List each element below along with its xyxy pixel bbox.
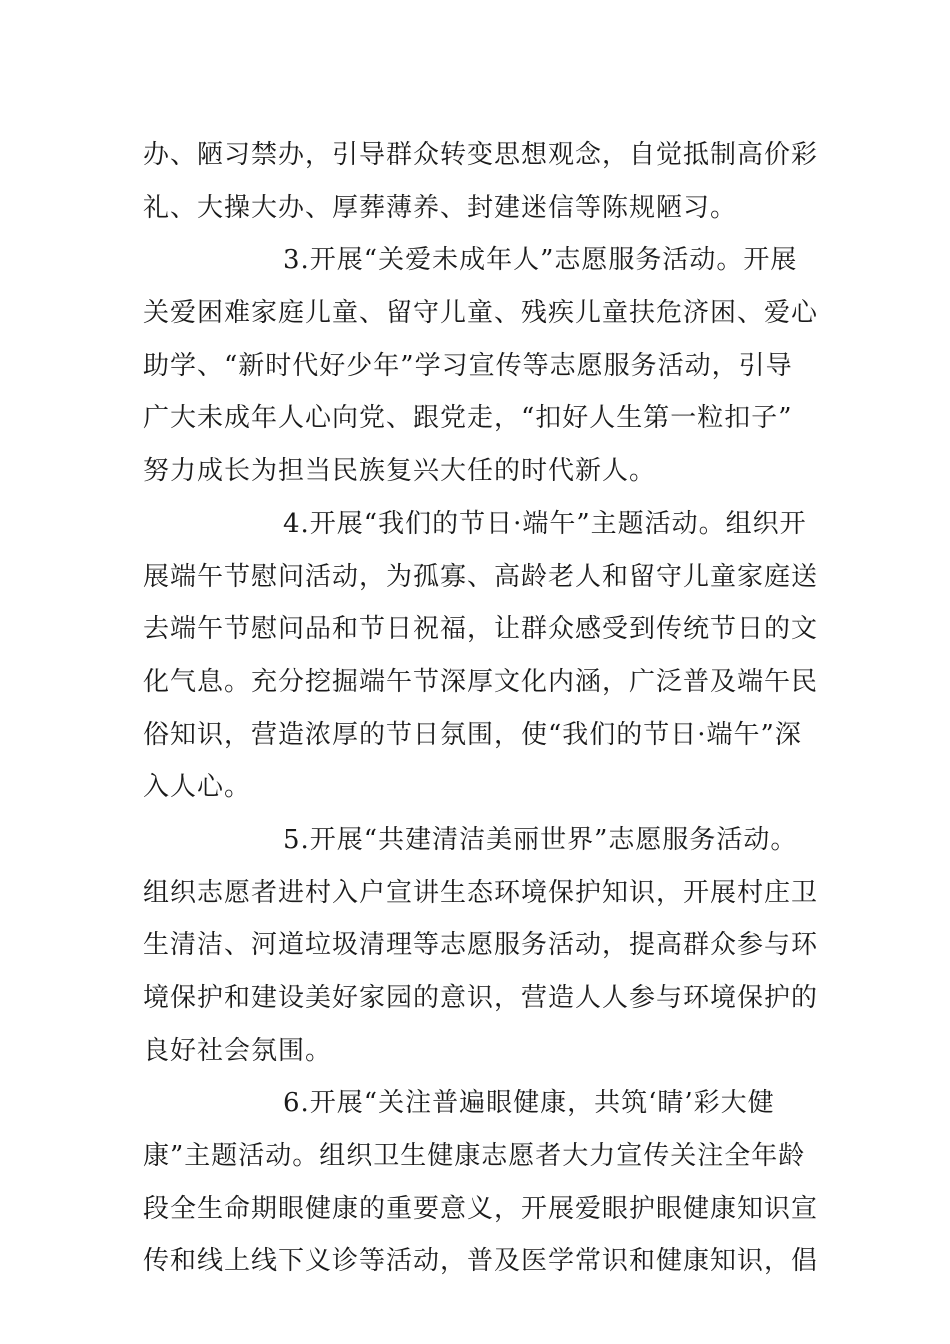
text-line: 广大未成年人心向党、跟党走，“扣好人生第一粒扣子” xyxy=(143,403,793,434)
text-line: 关爱困难家庭儿童、留守儿童、残疾儿童扶危济困、爱心 xyxy=(143,298,819,329)
section-heading-6: 6.开展“关注普遍眼健康，共筑‘睛’彩大健 xyxy=(283,1088,775,1119)
text-line: 展端午节慰问活动，为孤寡、高龄老人和留守儿童家庭送 xyxy=(143,561,819,592)
section-heading-4: 4.开展“我们的节日·端午”主题活动。组织开 xyxy=(283,508,807,539)
text-line: 礼、大操大办、厚葬薄养、封建迷信等陈规陋习。 xyxy=(143,192,738,223)
section-heading-3: 3.开展“关爱未成年人”志愿服务活动。开展 xyxy=(283,245,798,276)
text-line: 入人心。 xyxy=(143,772,252,803)
text-line: 办、陋习禁办，引导群众转变思想观念，自觉抵制高价彩 xyxy=(143,140,819,170)
text-line: 传和线上线下义诊等活动，普及医学常识和健康知识，倡 xyxy=(143,1246,819,1277)
text-line: 去端午节慰问品和节日祝福，让群众感受到传统节日的文 xyxy=(143,614,819,645)
text-line: 生清洁、河道垃圾清理等志愿服务活动，提高群众参与环 xyxy=(143,930,819,961)
section-heading-5: 5.开展“共建清洁美丽世界”志愿服务活动。 xyxy=(283,824,798,855)
text-line: 努力成长为担当民族复兴大任的时代新人。 xyxy=(143,456,657,487)
text-line: 化气息。充分挖掘端午节深厚文化内涵，广泛普及端午民 xyxy=(143,666,819,697)
text-line: 境保护和建设美好家园的意识，营造人人参与环境保护的 xyxy=(143,983,819,1013)
text-line: 良好社会氛围。 xyxy=(143,1035,333,1066)
text-line: 组织志愿者进村入户宣讲生态环境保护知识，开展村庄卫 xyxy=(143,877,819,908)
text-line: 段全生命期眼健康的重要意义，开展爱眼护眼健康知识宣 xyxy=(143,1193,819,1224)
text-line: 俗知识，营造浓厚的节日氛围，使“我们的节日·端午”深 xyxy=(143,719,802,750)
text-line: 助学、“新时代好少年”学习宣传等志愿服务活动，引导 xyxy=(143,350,793,381)
document-body xyxy=(143,129,819,1288)
text-line: 康”主题活动。组织卫生健康志愿者大力宣传关注全年龄 xyxy=(143,1141,806,1172)
